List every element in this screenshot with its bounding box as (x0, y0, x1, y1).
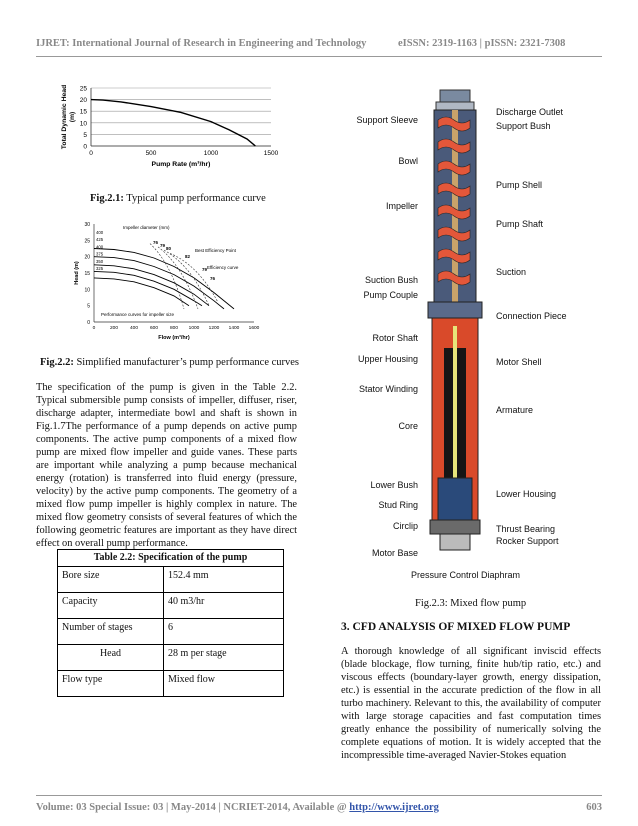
pump-label-right: Thrust Bearing (496, 524, 556, 534)
pump-label-left: Circlip (392, 521, 418, 531)
table-key: Number of stages (58, 619, 164, 645)
y-tick-label: 10 (84, 287, 90, 294)
table-key: Flow type (58, 671, 164, 697)
legend-efficiency: Efficiency curve (207, 265, 239, 270)
footer-link[interactable]: http://www.ijret.org (349, 802, 439, 813)
y-tick-label: 5 (83, 131, 87, 139)
pump-label-left: Stud Ring (378, 500, 418, 510)
pump-label-right: Discharge Outlet (496, 107, 564, 117)
y-tick-label: 0 (83, 143, 87, 151)
x-tick-label: 500 (145, 150, 157, 157)
x-tick-label: 1500 (263, 150, 279, 157)
diameter-label: 425 (96, 237, 104, 243)
table-value: 152.4 mm (164, 567, 284, 593)
journal-title: IJRET: International Journal of Research in Engineering and Technology (36, 38, 367, 49)
fig22-caption (40, 357, 299, 368)
legend-bep: Best Efficiency Point (195, 248, 236, 253)
pump-label-right: Support Bush (496, 121, 551, 131)
pump-label-left: Impeller (385, 201, 418, 211)
section3-text: A thorough knowledge of all significant inviscid effects (blade blockage, flow turning, finite hub/tip ratio, etc.) and viscous effects (boundary-layer growth, energy dissipation, etc.) is essential in the accurate prediction of the flow in all turbo machinery. Relevant to this, the availability of computer with large storage capacities and fast computation times greatly enhance the possibility of numerically solving the complete equations of motion. It is widely accepted that the incompressible time-averaged Navier-Stokes equation (341, 646, 601, 761)
x-tick-label: 200 (109, 326, 119, 331)
pump-label-left: Stator Winding (358, 384, 418, 394)
pump-label-left: Suction Bush (364, 275, 418, 285)
pump-label-right: Connection Piece (496, 311, 567, 321)
y-tick-label: 20 (84, 254, 90, 261)
x-tick-label: 0 (92, 326, 96, 331)
legend-performance: Performance curves for impeller size (101, 312, 175, 317)
pump-label-right: Rocker Support (496, 536, 559, 546)
x-tick-label: 800 (169, 326, 179, 331)
fig21-caption-text: Typical pump performance curve (123, 193, 266, 204)
y-tick-label: 25 (79, 85, 87, 93)
fig23-caption: Fig.2.3: Mixed flow pump (415, 598, 527, 609)
running-header (36, 38, 602, 49)
pump-label-left: Motor Base (371, 548, 418, 558)
table-value: 28 m per stage (164, 645, 284, 671)
pump-label-right: Motor Shell (496, 357, 542, 367)
table-key: Bore size (58, 567, 164, 593)
header-rule (36, 56, 602, 57)
legend-impeller: Impeller diameter (mm) (123, 225, 170, 230)
pump-label-left: Core (398, 421, 418, 431)
footer-text: Volume: 03 Special Issue: 03 | May-2014 | NCRIET-2014, Available @ (36, 802, 350, 813)
spec-table (57, 549, 284, 697)
diameter-label: 400 (96, 230, 104, 235)
pump-label-right: Pump Shell (496, 180, 543, 190)
issn: eISSN: 2319-1163 | pISSN: 2321-7308 (398, 38, 566, 49)
table-key: Capacity (58, 593, 164, 619)
table-row (58, 593, 284, 619)
efficiency-label: 80 (166, 246, 172, 251)
diameter-label: 350 (96, 258, 104, 264)
y-tick-label: 20 (79, 97, 87, 105)
x-tick-label: 1000 (203, 150, 219, 157)
y-tick-label: 25 (84, 238, 90, 245)
y-axis-label: Head (m) (74, 261, 80, 285)
diameter-label: 325 (96, 266, 104, 271)
efficiency-label: 76 (153, 240, 159, 245)
table-row (58, 619, 284, 645)
y-tick-label: 30 (84, 222, 90, 228)
series-line (94, 271, 202, 305)
table-row (58, 645, 284, 671)
x-axis-label: Pump Rate (m³/hr) (151, 161, 211, 168)
table-value: Mixed flow (164, 671, 284, 697)
pump-label-right: Armature (496, 405, 534, 415)
x-tick-label: 1200 (208, 326, 220, 331)
pump-label-left: Lower Bush (370, 480, 418, 490)
pump-label-right: Lower Housing (496, 489, 557, 499)
y-tick-label: 5 (87, 303, 90, 310)
fig22-caption-text: Simplified manufacturer’s pump performance curves (73, 357, 300, 368)
table-value: 40 m3/hr (164, 593, 284, 619)
efficiency-label: 82 (185, 254, 191, 259)
y-tick-label: 15 (84, 271, 90, 277)
pump-label-right: Suction (496, 267, 527, 277)
table-row (58, 567, 284, 593)
page-number: 603 (586, 802, 602, 813)
fig21-caption-label: Fig.2.1: (90, 193, 124, 204)
x-axis-label: Flow (m³/hr) (158, 335, 190, 341)
x-tick-label: 1600 (248, 326, 260, 331)
efficiency-label: 76 (210, 276, 216, 281)
fig22-chart (66, 216, 276, 344)
x-tick-label: 600 (149, 326, 159, 331)
spec-paragraph: The specification of the pump is given in the Table 2.2. Typical submersible pump consists of impeller, diffuser, riser, discharge adapter, intermediate bowl and shaft is shown in Fig.1.7The performance of a pump depends on active pump components. The active pump components of a mixed flow pump are mixed flow impeller and guide vanes. These parts are important while analyzing a pump because mechanical energy (rotation) is transferred into fluid energy (pressure, velocity) by the active pump components. The geometry of a mixed flow pump impeller is highly complex in nature. The mixed flow geometry consists of several features of which the following geometric features are important as they have direct effect on overall pump performance. (36, 382, 297, 549)
pump-label-left: Pump Couple (363, 290, 418, 300)
y-axis-unit: (m) (69, 111, 76, 123)
fig22-caption-label: Fig.2.2: (40, 357, 74, 368)
x-tick-label: 0 (89, 150, 93, 157)
pump-label-left: Support Sleeve (356, 115, 418, 125)
x-tick-label: 400 (129, 326, 139, 331)
efficiency-label: 79 (202, 267, 208, 272)
fig21-chart (56, 80, 296, 180)
y-tick-label: 15 (79, 108, 87, 116)
fig21-caption (90, 193, 266, 204)
pump-label-bottom: Pressure Control Diaphram (411, 570, 521, 580)
y-tick-label: 10 (79, 120, 87, 128)
efficiency-label: 79 (160, 243, 166, 248)
y-axis-label: Total Dynamic Head (61, 84, 68, 150)
table-row (58, 671, 284, 697)
diameter-label: 375 (96, 251, 104, 257)
pump-label-left: Rotor Shaft (372, 333, 418, 343)
table-value: 6 (164, 619, 284, 645)
pump-label-left: Upper Housing (357, 354, 418, 364)
table-title: Table 2.2: Specification of the pump (58, 550, 284, 567)
table-key: Head (58, 645, 164, 671)
x-tick-label: 1400 (228, 326, 240, 331)
y-tick-label: 0 (87, 320, 90, 326)
footer (36, 802, 602, 813)
diameter-label: 400 (96, 244, 104, 250)
pump-label-right: Pump Shaft (496, 219, 544, 229)
x-tick-label: 1000 (188, 326, 200, 331)
pump-label-left: Bowl (398, 156, 418, 166)
footer-rule (36, 795, 602, 796)
section3-heading: 3. CFD ANALYSIS OF MIXED FLOW PUMP (341, 621, 571, 633)
